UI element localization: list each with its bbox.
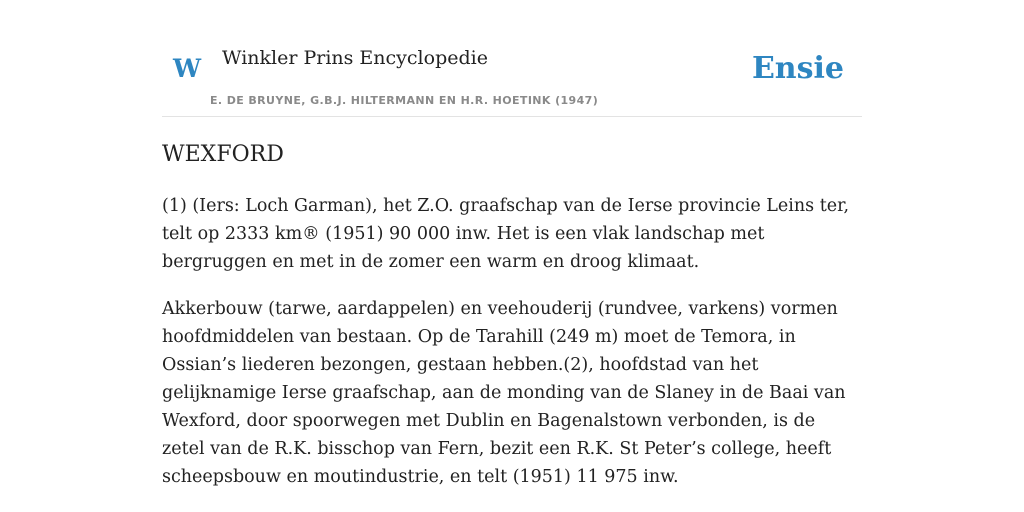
- page: [162, 0, 862, 512]
- ensie-brand-link[interactable]: Ensie: [751, 51, 844, 86]
- header: [162, 0, 862, 117]
- article-paragraph: (1) (Iers: Loch Garman), het Z.O. graafschap van de Ierse provincie Leins ter, telt op 2333 km® (1951) 90 000 inw. Het is een vlak landschap met bergruggen en met in de zomer een warm en droog klimaat.: [162, 196, 850, 272]
- authors-line: E. DE BRUYNE, G.B.J. HILTERMANN EN H.R. HOETINK (1947): [210, 94, 599, 107]
- article-paragraph: Akkerbouw (tarwe, aardappelen) en veehouderij (rundvee, varkens) vormen hoofdmiddelen van bestaan. Op de Tarahill (249 m) moet de Temora, in Ossian’s liederen bezongen, gestaan hebben.(2), hoofdstad van het gelijknamige Ierse graafschap, aan de monding van de Slaney in de Baai van Wexford, door spoorwegen met Dublin en Bagenalstown verbonden, is de zetel van de R.K. bisschop van Fern, bezit een R.K. St Peter’s college, heeft scheepsbouw en moutindustrie, en telt (1951) 11 975 inw.: [162, 299, 846, 487]
- encyclopedia-logo[interactable]: W: [173, 54, 202, 83]
- article-body: [162, 192, 862, 510]
- encyclopedia-title[interactable]: Winkler Prins Encyclopedie: [222, 47, 488, 69]
- article-title: WEXFORD: [162, 142, 284, 167]
